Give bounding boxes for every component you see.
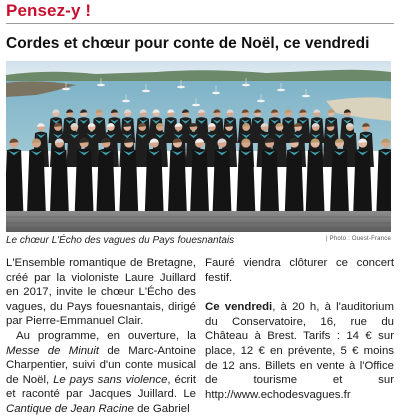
photo-caption-row bbox=[6, 235, 391, 251]
article-paragraph-1: L'Ensemble romantique de Bretagne, créé par la violoniste Laure Juillard en 2017, invite le chœur L'Écho des vagues, du Pays fouesnantais, dirigé par Pierre-Emmanuel Clair. bbox=[6, 257, 196, 328]
work-title-messe: Messe de Minuit bbox=[6, 344, 100, 357]
event-lead: Ce vendredi bbox=[205, 301, 273, 314]
article-column-right bbox=[205, 256, 394, 402]
p2-mid2: , écrit et raconté par Jacques Juillard. Le bbox=[6, 373, 196, 401]
event-details: , à 20 h, à l'auditorium du Conservatoire, 16, rue du Château à Brest. Tarifs : 14 € sur place, 12 € en prévente, 5 € moins de 12 ans. Billets en vente à l'Office de tourisme et sur http://www.echodesvagues.fr bbox=[205, 301, 394, 401]
photo-credit: | Photo : Ouest-France bbox=[326, 236, 391, 242]
article-headline: Cordes et chœur pour conte de Noël, ce vendredi bbox=[6, 35, 370, 52]
p2-mid1: de Marc-Antoine Charpentier, suivi d'un conte musical de Noël, bbox=[6, 344, 196, 386]
work-title-cantique: Cantique de Jean Racine bbox=[6, 402, 134, 415]
article-paragraph-4 bbox=[205, 300, 394, 402]
p2-end: de Gabriel bbox=[133, 402, 190, 415]
section-kicker: Pensez-y ! bbox=[6, 1, 92, 20]
work-title-conte: Le pays sans violence bbox=[53, 373, 168, 386]
choir-photo bbox=[6, 61, 391, 232]
article-paragraph-2 bbox=[6, 329, 196, 417]
article-column-left bbox=[6, 256, 196, 417]
article-paragraph-3: Fauré viendra clôturer ce concert festif. bbox=[205, 257, 394, 284]
photo-caption: Le chœur L'Écho des vagues du Pays fouesnantais bbox=[6, 235, 235, 246]
header-divider bbox=[6, 23, 394, 24]
p2-intro: Au programme, en ouverture, la bbox=[16, 329, 196, 342]
